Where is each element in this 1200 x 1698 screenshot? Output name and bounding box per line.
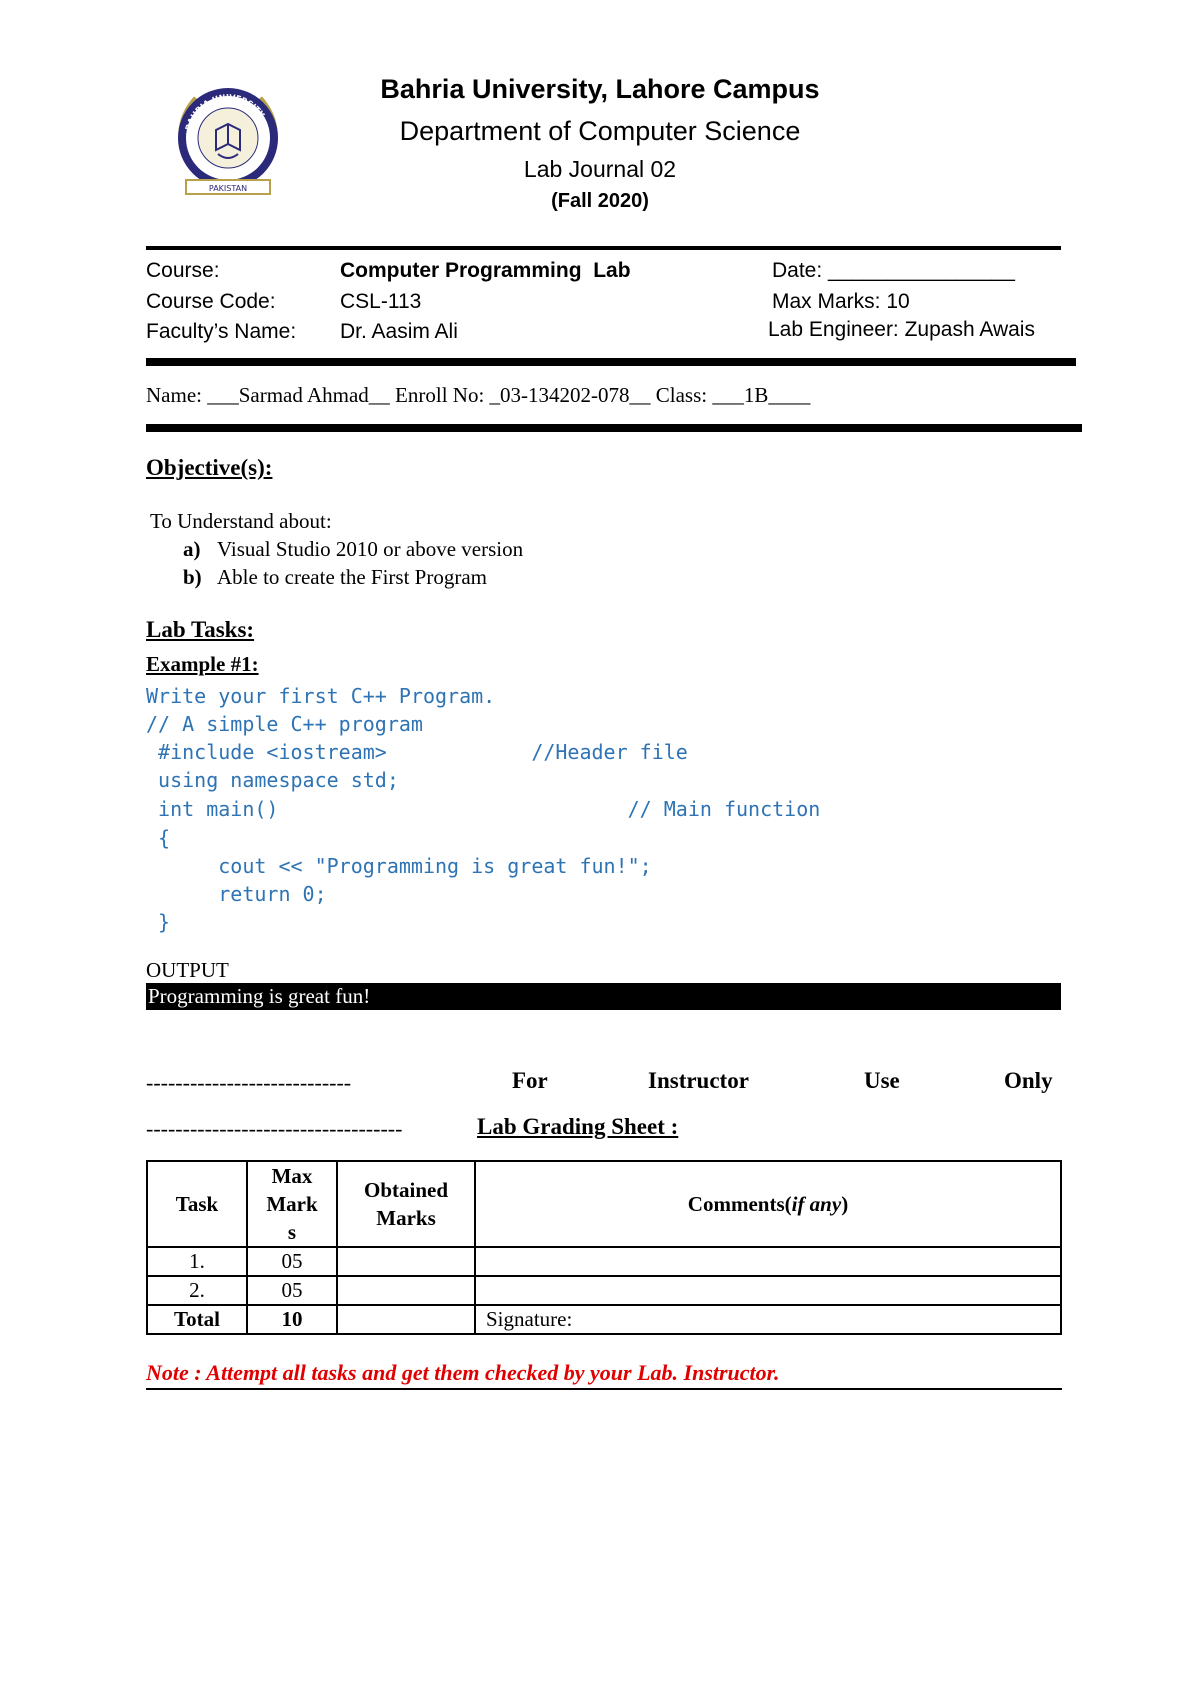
code-line: int main() // Main function bbox=[146, 797, 821, 821]
code-line: // A simple C++ program bbox=[146, 712, 423, 736]
faculty-label: Faculty’s Name: bbox=[146, 320, 297, 343]
cell-total-max: 10 bbox=[247, 1305, 337, 1334]
cell-max: 05 bbox=[247, 1247, 337, 1276]
date-label: Date: ________________ bbox=[772, 259, 1015, 282]
header-obtained-marks bbox=[337, 1161, 475, 1247]
dash-line: ---------------------------- bbox=[146, 1070, 352, 1095]
note-underline bbox=[146, 1388, 1062, 1390]
objective-item bbox=[183, 565, 487, 590]
objective-heading: Objective(s): bbox=[146, 455, 273, 480]
cell-total-label: Total bbox=[147, 1305, 247, 1334]
instructor-word: Only bbox=[1004, 1068, 1053, 1093]
output-label: OUTPUT bbox=[146, 958, 229, 982]
objective-item-label: a) bbox=[183, 537, 201, 561]
table-row bbox=[147, 1276, 1061, 1305]
grading-sheet-title: Lab Grading Sheet : bbox=[477, 1114, 679, 1139]
code-line: cout << "Programming is great fun!"; bbox=[146, 854, 652, 878]
course-label: Course: bbox=[146, 259, 220, 282]
table-row bbox=[147, 1247, 1061, 1276]
header-comments-text: Comments( bbox=[687, 1191, 792, 1216]
lab-tasks-heading: Lab Tasks: bbox=[146, 617, 255, 642]
header-task: Task bbox=[147, 1161, 247, 1247]
dash-line: ----------------------------------- bbox=[146, 1116, 403, 1141]
header-max-marks-text: Max Mark s bbox=[266, 1164, 318, 1244]
code-line: { bbox=[146, 826, 171, 850]
header-obtained-text: Obtained Marks bbox=[363, 1178, 449, 1230]
table-total-row bbox=[147, 1305, 1061, 1334]
instructor-word: Instructor bbox=[648, 1068, 749, 1093]
code-line: using namespace std; bbox=[146, 768, 399, 792]
note-text: Note : Attempt all tasks and get them checked by your Lab. Instructor. bbox=[146, 1360, 780, 1385]
lab-engineer-label: Lab Engineer: Zupash Awais bbox=[768, 318, 1035, 341]
objective-item-label: b) bbox=[183, 565, 202, 589]
objective-item-text: Able to create the First Program bbox=[217, 565, 488, 589]
university-name: Bahria University, Lahore Campus bbox=[380, 74, 820, 104]
max-marks-label: Max Marks: 10 bbox=[772, 290, 910, 313]
logo-top-text: BAHRIA UNIVERSITY bbox=[183, 92, 267, 132]
code-line: Write your first C++ Program. bbox=[146, 684, 496, 708]
course-code-value: CSL-113 bbox=[340, 290, 422, 313]
journal-title: Lab Journal 02 bbox=[523, 156, 677, 182]
grading-table bbox=[146, 1160, 1062, 1335]
cell-comments[interactable] bbox=[475, 1276, 1061, 1305]
cell-obtained[interactable] bbox=[337, 1247, 475, 1276]
department-name: Department of Computer Science bbox=[399, 116, 801, 146]
divider bbox=[146, 246, 1061, 250]
code-line: #include <iostream> //Header file bbox=[146, 740, 688, 764]
objective-item-text: Visual Studio 2010 or above version bbox=[217, 537, 524, 561]
logo-bottom-text: PAKISTAN bbox=[208, 184, 248, 193]
faculty-value: Dr. Aasim Ali bbox=[340, 320, 458, 343]
header-comments-close: ) bbox=[841, 1191, 849, 1216]
header-comments-italic: if any bbox=[791, 1191, 842, 1216]
objective-intro: To Understand about: bbox=[150, 509, 332, 533]
output-console bbox=[146, 983, 1061, 1010]
cell-max: 05 bbox=[247, 1276, 337, 1305]
code-line: } bbox=[146, 910, 171, 934]
divider bbox=[146, 358, 1076, 366]
student-info-line: Name: ___Sarmad Ahmad__ Enroll No: _03-134202-078__ Class: ___1B____ bbox=[146, 383, 811, 407]
instructor-word: For bbox=[512, 1068, 548, 1093]
university-logo bbox=[172, 80, 284, 198]
cell-task: 1. bbox=[147, 1247, 247, 1276]
objective-item bbox=[183, 537, 523, 562]
instructor-word: Use bbox=[864, 1068, 900, 1093]
course-value: Computer Programming Lab bbox=[340, 259, 631, 282]
cell-comments[interactable] bbox=[475, 1247, 1061, 1276]
divider bbox=[146, 424, 1082, 432]
cell-obtained[interactable] bbox=[337, 1276, 475, 1305]
code-line: return 0; bbox=[146, 882, 327, 906]
table-header-row bbox=[147, 1161, 1061, 1247]
example-heading: Example #1: bbox=[146, 652, 259, 676]
course-code-label: Course Code: bbox=[146, 290, 276, 313]
header-max-marks bbox=[247, 1161, 337, 1247]
term-label: (Fall 2020) bbox=[551, 190, 649, 212]
cell-total-obtained[interactable] bbox=[337, 1305, 475, 1334]
header-comments bbox=[475, 1161, 1061, 1247]
cell-task: 2. bbox=[147, 1276, 247, 1305]
cell-signature[interactable]: Signature: bbox=[475, 1305, 1061, 1334]
output-text: Programming is great fun! bbox=[148, 984, 371, 1008]
